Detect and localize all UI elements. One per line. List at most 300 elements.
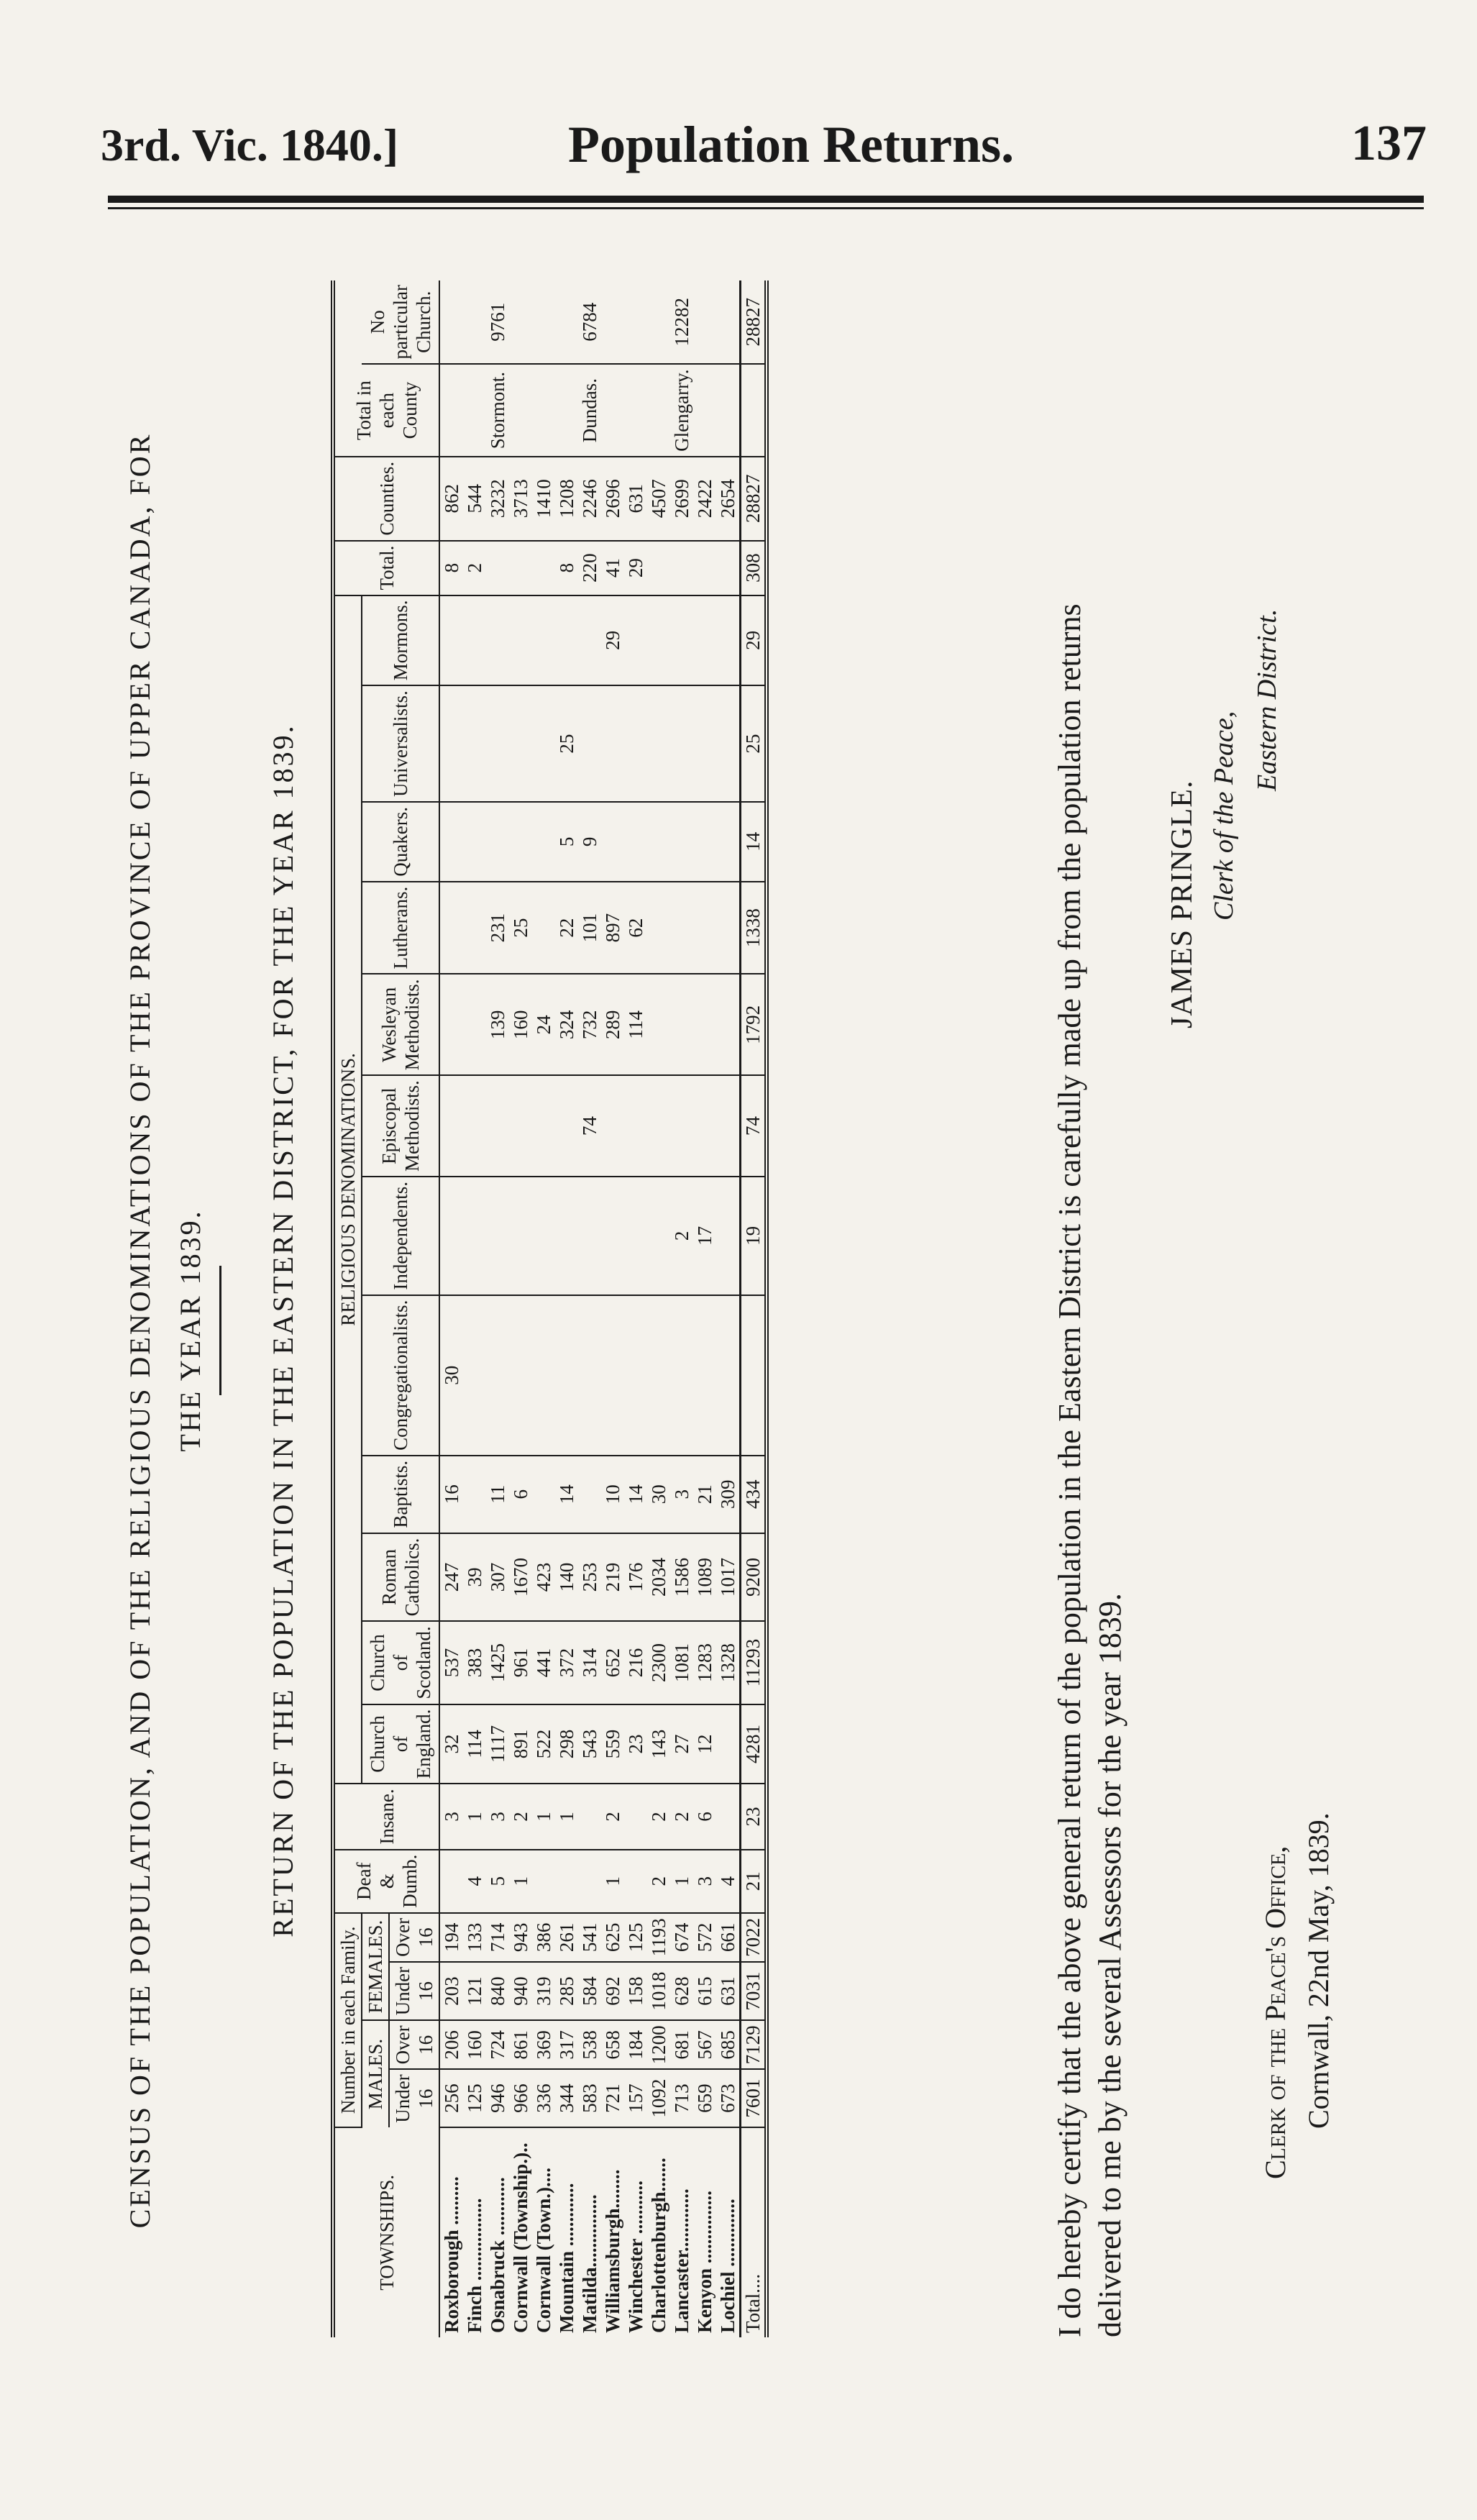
cell-ind <box>509 1177 532 1295</box>
cell-em <box>463 1075 486 1177</box>
col-universalists: Universalists. <box>362 685 439 802</box>
col-religious: RELIGIOUS DENOMINATIONS. <box>333 595 362 1784</box>
cell-name: Finch ................. <box>464 2198 485 2333</box>
cell-name: Lochiel .............. <box>717 2199 738 2333</box>
cell-mor <box>532 595 555 686</box>
cell-wm: 324 <box>555 974 578 1075</box>
cell-cong <box>741 1295 767 1456</box>
cell-em <box>716 1075 741 1177</box>
cell-m-u16: 946 <box>486 2069 509 2127</box>
cell-deaf: 3 <box>693 1850 716 1913</box>
cell-f-u16: 628 <box>670 1962 693 2020</box>
cell-county <box>624 364 647 456</box>
cell-name: Charlottenburgh....... <box>648 2158 669 2333</box>
census-table <box>331 280 769 2337</box>
cell-qua <box>693 802 716 882</box>
cell-county-total <box>532 280 555 364</box>
cell-uni <box>716 685 741 802</box>
cell-deaf <box>578 1850 601 1913</box>
cell-ce: 559 <box>601 1704 624 1784</box>
office-date: Cornwall, 22nd May, 1839. <box>1302 1812 1335 2129</box>
cell-bap: 30 <box>647 1456 670 1533</box>
certification-line2: delivered to me by the several Assessors for the year 1839. <box>1092 1593 1128 2337</box>
cell-cong <box>670 1295 693 1456</box>
cell-cs: 537 <box>439 1621 463 1704</box>
cell-mor <box>578 595 601 686</box>
cell-mor <box>624 595 647 686</box>
title-divider <box>219 1266 221 1395</box>
cell-mor <box>509 595 532 686</box>
cell-f-o16: 261 <box>555 1913 578 1962</box>
cell-f-u16: 285 <box>555 1962 578 2020</box>
cell-em: 74 <box>741 1075 767 1177</box>
cell-npc: 41 <box>601 541 624 595</box>
cell-m-u16: 659 <box>693 2069 716 2127</box>
cell-lut <box>670 882 693 974</box>
table-row <box>716 280 741 2337</box>
cell-m-o16: 681 <box>670 2020 693 2069</box>
cell-rc: 423 <box>532 1533 555 1622</box>
cell-deaf <box>555 1850 578 1913</box>
census-title <box>115 230 216 2431</box>
table-row <box>555 280 578 2337</box>
regnal-year: 3rd. Vic. 1840.] <box>101 119 399 170</box>
col-males: MALES. <box>362 2020 389 2127</box>
cell-m-u16: 721 <box>601 2069 624 2127</box>
cell-ce: 891 <box>509 1704 532 1784</box>
cell-m-u16: 966 <box>509 2069 532 2127</box>
cell-ce: 23 <box>624 1704 647 1784</box>
cell-f-u16: 615 <box>693 1962 716 2020</box>
cell-ce: 32 <box>439 1704 463 1784</box>
cell-bap: 21 <box>693 1456 716 1533</box>
cell-ind <box>578 1177 601 1295</box>
header-rule-thin <box>108 207 1424 209</box>
cell-cs: 961 <box>509 1621 532 1704</box>
cell-total: 2654 <box>716 457 741 541</box>
col-counties: Counties. <box>333 457 439 541</box>
cell-m-o16: 184 <box>624 2020 647 2069</box>
cell-cs: 652 <box>601 1621 624 1704</box>
cell-mor <box>439 595 463 686</box>
cell-bap: 16 <box>439 1456 463 1533</box>
col-total: Total. <box>333 541 439 595</box>
cell-f-o16: 386 <box>532 1913 555 1962</box>
cell-county <box>647 364 670 456</box>
cell-cong <box>624 1295 647 1456</box>
cell-ce: 543 <box>578 1704 601 1784</box>
cell-lut: 231 <box>486 882 509 974</box>
cell-f-u16: 840 <box>486 1962 509 2020</box>
cell-npc: 29 <box>624 541 647 595</box>
cell-qua: 9 <box>578 802 601 882</box>
cell-qua <box>624 802 647 882</box>
cell-m-o16: 1200 <box>647 2020 670 2069</box>
cell-total: 862 <box>439 457 463 541</box>
cell-mor <box>463 595 486 686</box>
cell-deaf: 21 <box>741 1850 767 1913</box>
cell-lut <box>532 882 555 974</box>
cell-bap: 3 <box>670 1456 693 1533</box>
cell-m-u16: 344 <box>555 2069 578 2127</box>
cell-mor: 29 <box>601 595 624 686</box>
cell-county-total <box>509 280 532 364</box>
cell-em <box>601 1075 624 1177</box>
cell-npc <box>716 541 741 595</box>
cell-m-u16: 713 <box>670 2069 693 2127</box>
cell-cs: 2300 <box>647 1621 670 1704</box>
cell-cong <box>647 1295 670 1456</box>
cell-insane <box>578 1784 601 1849</box>
cell-county-total <box>439 280 463 364</box>
cell-lut <box>439 882 463 974</box>
cell-ce: 143 <box>647 1704 670 1784</box>
cell-wm: 160 <box>509 974 532 1075</box>
col-insane: Insane. <box>333 1784 439 1849</box>
col-females-under16: Under 16 <box>389 1962 439 2020</box>
col-lutherans: Lutherans. <box>362 882 439 974</box>
col-congregationalists: Congregationalists. <box>362 1295 439 1456</box>
census-title-line2: THE YEAR 1839. <box>174 1209 206 1452</box>
cell-county-total <box>624 280 647 364</box>
cell-qua <box>463 802 486 882</box>
census-title-line1: CENSUS OF THE POPULATION, AND OF THE RELIGIOUS DENOMINATIONS OF THE PROVINCE OF UPPER CANADA, FOR <box>124 432 156 2229</box>
cell-uni <box>532 685 555 802</box>
col-wesleyan-methodists: Wesleyan Methodists. <box>362 974 439 1075</box>
cell-insane: 23 <box>741 1784 767 1849</box>
cell-m-o16: 7129 <box>741 2020 767 2069</box>
cell-m-o16: 317 <box>555 2020 578 2069</box>
cell-name: Cornwall (Town.).... <box>533 2167 554 2333</box>
cell-uni <box>624 685 647 802</box>
cell-deaf: 1 <box>670 1850 693 1913</box>
cell-mor <box>647 595 670 686</box>
cell-ce: 298 <box>555 1704 578 1784</box>
cell-cong <box>532 1295 555 1456</box>
cell-ce: 114 <box>463 1704 486 1784</box>
cell-rc: 1089 <box>693 1533 716 1622</box>
cell-em <box>647 1075 670 1177</box>
col-mormons: Mormons. <box>362 595 439 686</box>
cell-m-u16: 7601 <box>741 2069 767 2127</box>
cell-ind: 19 <box>741 1177 767 1295</box>
cell-total: 3232 <box>486 457 509 541</box>
cell-insane: 3 <box>486 1784 509 1849</box>
cell-em: 74 <box>578 1075 601 1177</box>
table-row <box>693 280 716 2337</box>
col-number-in-family: Number in each Family. <box>333 1913 362 2127</box>
cell-mor <box>486 595 509 686</box>
cell-total: 631 <box>624 457 647 541</box>
cell-county-total <box>647 280 670 364</box>
cell-county: Glengarry. <box>670 364 693 456</box>
cell-f-o16: 133 <box>463 1913 486 1962</box>
cell-ind <box>463 1177 486 1295</box>
cell-cong <box>555 1295 578 1456</box>
cell-county-total <box>555 280 578 364</box>
cell-deaf: 1 <box>509 1850 532 1913</box>
cell-f-u16: 940 <box>509 1962 532 2020</box>
col-baptists: Baptists. <box>362 1456 439 1533</box>
cell-mor <box>693 595 716 686</box>
cell-wm <box>716 974 741 1075</box>
cell-m-o16: 658 <box>601 2020 624 2069</box>
cell-total: 2422 <box>693 457 716 541</box>
cell-cs: 216 <box>624 1621 647 1704</box>
cell-f-u16: 1018 <box>647 1962 670 2020</box>
cell-lut: 1338 <box>741 882 767 974</box>
cell-total: 4507 <box>647 457 670 541</box>
cell-cong <box>509 1295 532 1456</box>
cell-ce: 4281 <box>741 1704 767 1784</box>
cell-npc <box>647 541 670 595</box>
cell-m-o16: 160 <box>463 2020 486 2069</box>
col-independents: Independents. <box>362 1177 439 1295</box>
col-episcopal-methodists: Episcopal Methodists. <box>362 1075 439 1177</box>
col-males-over16: Over 16 <box>389 2020 439 2069</box>
cell-cs: 1328 <box>716 1621 741 1704</box>
cell-name: Winchester ........... <box>625 2181 646 2333</box>
cell-lut <box>716 882 741 974</box>
cell-deaf: 5 <box>486 1850 509 1913</box>
cell-uni <box>693 685 716 802</box>
cell-wm <box>670 974 693 1075</box>
col-quakers: Quakers. <box>362 802 439 882</box>
cell-ind <box>647 1177 670 1295</box>
cell-ind <box>532 1177 555 1295</box>
page-title: Population Returns. <box>568 116 1015 173</box>
cell-qua <box>486 802 509 882</box>
cell-cong <box>463 1295 486 1456</box>
cell-npc: 8 <box>555 541 578 595</box>
cell-rc: 253 <box>578 1533 601 1622</box>
cell-deaf: 2 <box>647 1850 670 1913</box>
cell-em <box>624 1075 647 1177</box>
cell-rc: 1017 <box>716 1533 741 1622</box>
cell-total: 2696 <box>601 457 624 541</box>
census-table-wrap <box>331 280 769 2337</box>
cell-npc: 8 <box>439 541 463 595</box>
cell-f-u16: 319 <box>532 1962 555 2020</box>
cell-qua <box>509 802 532 882</box>
cell-name: Mountain ............. <box>556 2183 577 2333</box>
cell-deaf <box>439 1850 463 1913</box>
cell-npc <box>693 541 716 595</box>
cell-name: Kenyon ............... <box>694 2190 715 2333</box>
cell-rc: 1670 <box>509 1533 532 1622</box>
cell-uni <box>578 685 601 802</box>
census-table-body <box>439 280 767 2337</box>
cell-cs: 11293 <box>741 1621 767 1704</box>
cell-name: Total.... <box>741 2127 767 2337</box>
cell-insane <box>624 1784 647 1849</box>
cell-wm: 732 <box>578 974 601 1075</box>
cell-total: 3713 <box>509 457 532 541</box>
cell-qua <box>601 802 624 882</box>
cell-total: 2699 <box>670 457 693 541</box>
cell-county <box>741 364 767 456</box>
cell-uni: 25 <box>741 685 767 802</box>
cell-insane: 2 <box>670 1784 693 1849</box>
cell-insane <box>716 1784 741 1849</box>
cell-em <box>555 1075 578 1177</box>
cell-m-o16: 685 <box>716 2020 741 2069</box>
cell-county-total <box>601 280 624 364</box>
cell-name: Roxborough .......... <box>441 2176 462 2333</box>
cell-ind <box>624 1177 647 1295</box>
cell-total: 28827 <box>741 457 767 541</box>
cell-county <box>532 364 555 456</box>
cell-insane: 1 <box>555 1784 578 1849</box>
cell-total: 2246 <box>578 457 601 541</box>
cell-cs: 383 <box>463 1621 486 1704</box>
cell-bap: 14 <box>624 1456 647 1533</box>
cell-wm: 24 <box>532 974 555 1075</box>
cell-bap: 11 <box>486 1456 509 1533</box>
signer-title-2: Eastern District. <box>1252 608 1282 791</box>
cell-cs: 372 <box>555 1621 578 1704</box>
col-no-particular-church: No particular Church. <box>362 280 439 364</box>
cell-ce: 522 <box>532 1704 555 1784</box>
cell-m-o16: 206 <box>439 2020 463 2069</box>
cell-lut: 62 <box>624 882 647 974</box>
cell-em <box>439 1075 463 1177</box>
cell-ind <box>716 1177 741 1295</box>
table-row <box>601 280 624 2337</box>
cell-county <box>716 364 741 456</box>
signer-title-1: Clerk of the Peace, <box>1209 711 1239 921</box>
cell-f-u16: 692 <box>601 1962 624 2020</box>
cell-cong <box>601 1295 624 1456</box>
cell-em <box>509 1075 532 1177</box>
cell-deaf: 4 <box>716 1850 741 1913</box>
cell-qua: 5 <box>555 802 578 882</box>
cell-f-u16: 584 <box>578 1962 601 2020</box>
cell-insane: 3 <box>439 1784 463 1849</box>
cell-insane: 1 <box>532 1784 555 1849</box>
cell-mor <box>716 595 741 686</box>
cell-total: 1410 <box>532 457 555 541</box>
cell-cong <box>693 1295 716 1456</box>
cell-lut <box>647 882 670 974</box>
cell-m-u16: 583 <box>578 2069 601 2127</box>
rotated-content <box>93 230 1381 2431</box>
cell-f-o16: 1193 <box>647 1913 670 1962</box>
cell-insane: 2 <box>509 1784 532 1849</box>
cell-qua <box>670 802 693 882</box>
cell-county-total <box>463 280 486 364</box>
cell-wm: 289 <box>601 974 624 1075</box>
cell-f-o16: 572 <box>693 1913 716 1962</box>
cell-county <box>601 364 624 456</box>
cell-name: Lancaster............. <box>671 2188 692 2333</box>
cell-name: Matilda............... <box>579 2194 600 2333</box>
cell-f-o16: 674 <box>670 1913 693 1962</box>
header-rule-thick <box>108 196 1424 203</box>
cell-npc: 220 <box>578 541 601 595</box>
cell-rc: 2034 <box>647 1533 670 1622</box>
cell-deaf: 4 <box>463 1850 486 1913</box>
cell-cong <box>716 1295 741 1456</box>
cell-wm <box>463 974 486 1075</box>
cell-deaf <box>624 1850 647 1913</box>
cell-county <box>463 364 486 456</box>
cell-rc: 9200 <box>741 1533 767 1622</box>
cell-total: 544 <box>463 457 486 541</box>
cell-wm: 139 <box>486 974 509 1075</box>
cell-county-total: 6784 <box>578 280 601 364</box>
cell-lut: 101 <box>578 882 601 974</box>
cell-cs: 1283 <box>693 1621 716 1704</box>
cell-m-u16: 1092 <box>647 2069 670 2127</box>
cell-name: Osnabruck ............ <box>487 2177 508 2333</box>
cell-uni <box>670 685 693 802</box>
cell-bap <box>578 1456 601 1533</box>
cell-ce <box>716 1704 741 1784</box>
cell-f-u16: 158 <box>624 1962 647 2020</box>
cell-f-o16: 194 <box>439 1913 463 1962</box>
cell-insane: 2 <box>647 1784 670 1849</box>
cell-npc <box>670 541 693 595</box>
total-row <box>741 280 767 2337</box>
cell-f-u16: 203 <box>439 1962 463 2020</box>
cell-county-total <box>693 280 716 364</box>
cell-cs: 1081 <box>670 1621 693 1704</box>
cell-qua <box>716 802 741 882</box>
cell-npc <box>532 541 555 595</box>
cell-qua <box>647 802 670 882</box>
col-total-county: Total in each County <box>333 364 439 456</box>
cell-insane: 1 <box>463 1784 486 1849</box>
cell-county-total <box>716 280 741 364</box>
cell-wm <box>693 974 716 1075</box>
cell-ind: 17 <box>693 1177 716 1295</box>
cell-cong <box>486 1295 509 1456</box>
cell-rc: 247 <box>439 1533 463 1622</box>
cell-name: Cornwall (Township.).. <box>510 2142 531 2333</box>
cell-em <box>670 1075 693 1177</box>
cell-county <box>439 364 463 456</box>
cell-cs: 441 <box>532 1621 555 1704</box>
cell-uni: 25 <box>555 685 578 802</box>
col-church-scotland: Church of Scotland. <box>362 1621 439 1704</box>
cell-qua <box>532 802 555 882</box>
cell-f-u16: 7031 <box>741 1962 767 2020</box>
cell-ce: 12 <box>693 1704 716 1784</box>
table-row <box>439 280 463 2337</box>
cell-county: Stormont. <box>486 364 509 456</box>
cell-rc: 176 <box>624 1533 647 1622</box>
cell-wm <box>439 974 463 1075</box>
table-row <box>532 280 555 2337</box>
cell-rc: 39 <box>463 1533 486 1622</box>
cell-wm: 114 <box>624 974 647 1075</box>
cell-insane: 6 <box>693 1784 716 1849</box>
cell-m-u16: 673 <box>716 2069 741 2127</box>
office-label: Clerk of the Peace's Office, <box>1259 1845 1291 2179</box>
col-males-under16: Under 16 <box>389 2069 439 2127</box>
cell-em <box>486 1075 509 1177</box>
cell-npc <box>486 541 509 595</box>
cell-bap <box>532 1456 555 1533</box>
cell-m-u16: 336 <box>532 2069 555 2127</box>
cell-wm: 1792 <box>741 974 767 1075</box>
table-row <box>509 280 532 2337</box>
cell-lut: 25 <box>509 882 532 974</box>
col-deaf-dumb: Deaf & Dumb. <box>333 1850 439 1913</box>
cell-f-u16: 631 <box>716 1962 741 2020</box>
col-church-england: Church of England. <box>362 1704 439 1784</box>
